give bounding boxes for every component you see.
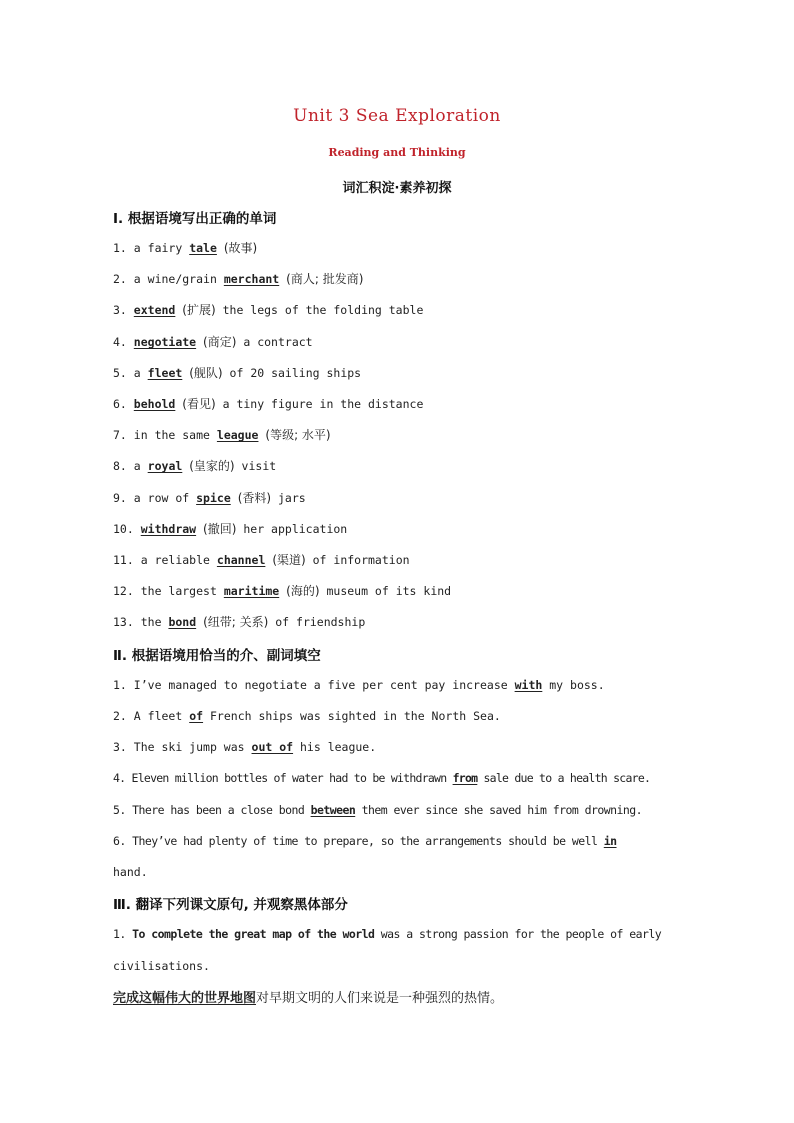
- vocab-item: [113, 490, 688, 506]
- lesson-subtitle: Reading and Thinking: [328, 146, 466, 159]
- item-gloss: (香料): [237, 491, 272, 505]
- item-number: 1.: [113, 241, 127, 255]
- section1-heading: Ⅰ. 根据语境写出正确的单词: [113, 211, 277, 227]
- vocab-item: [113, 614, 688, 630]
- section3-translation: [113, 987, 503, 1006]
- translation-bold-part: 完成这幅伟大的世界地图: [113, 991, 257, 1006]
- item-answer: from: [452, 771, 478, 785]
- item-gloss: (商人; 批发商): [286, 272, 364, 286]
- item-number: 11.: [113, 553, 134, 567]
- fill-blank-item: [113, 677, 688, 693]
- item-prefix: a: [133, 366, 141, 380]
- item-answer: bond: [168, 615, 197, 629]
- item-number: 3.: [113, 303, 127, 317]
- section3-sentence: [113, 926, 688, 942]
- item-answer: negotiate: [133, 335, 197, 349]
- item-suffix: sale due to a health scare.: [483, 771, 651, 785]
- vocab-item: [113, 521, 688, 537]
- fill-blank-item: [113, 770, 688, 786]
- item-prefix: a row of: [133, 491, 190, 505]
- item-gloss: (商定): [203, 335, 237, 349]
- item-number: 13.: [113, 615, 134, 629]
- item-suffix: of information: [312, 553, 410, 567]
- vocab-item: [113, 552, 688, 568]
- sentence-bold-part: To complete the great map of the world: [132, 927, 375, 941]
- item-gloss: (纽带; 关系): [203, 615, 269, 629]
- item-prefix: a fairy: [133, 241, 183, 255]
- vocab-item: [113, 240, 688, 256]
- item-prefix: I’ve managed to negotiate a five per cent pay increase: [133, 678, 508, 692]
- item-suffix: her application: [243, 522, 348, 536]
- item-answer: royal: [147, 459, 183, 473]
- vocab-item: [113, 365, 688, 381]
- item-number: 10.: [113, 522, 134, 536]
- item-answer: merchant: [223, 272, 280, 286]
- item-suffix: my boss.: [549, 678, 605, 692]
- item-suffix: jars: [278, 491, 306, 505]
- item-suffix: a tiny figure in the distance: [222, 397, 424, 411]
- item-prefix: in the same: [133, 428, 210, 442]
- item-gloss: (扩展): [182, 303, 216, 317]
- item-answer: withdraw: [140, 522, 197, 536]
- item-suffix: of 20 sailing ships: [229, 366, 362, 380]
- item-suffix: them ever since she saved him from drowning.: [361, 803, 643, 817]
- fill-blank-item: [113, 708, 688, 724]
- item-number: 9.: [113, 491, 127, 505]
- item-answer: tale: [189, 241, 217, 255]
- item-suffix: of friendship: [275, 615, 366, 629]
- item-answer: fleet: [147, 366, 183, 380]
- item-suffix: museum of its kind: [326, 584, 452, 598]
- item-answer: of: [189, 709, 204, 723]
- item-number: 5.: [113, 803, 126, 817]
- item-number: 7.: [113, 428, 127, 442]
- item-gloss: (渠道): [272, 553, 306, 567]
- unit-title: Unit 3 Sea Exploration: [293, 106, 501, 126]
- fill-blank-item: [113, 802, 688, 818]
- item-answer: between: [310, 803, 356, 817]
- item-prefix: Eleven million bottles of water had to be withdrawn: [131, 771, 447, 785]
- item-gloss: (舰队): [189, 366, 223, 380]
- item-prefix: A fleet: [133, 709, 183, 723]
- item-prefix: the largest: [140, 584, 217, 598]
- item-number: 12.: [113, 584, 134, 598]
- item-answer: spice: [196, 491, 231, 505]
- vocab-item: [113, 458, 688, 474]
- item-gloss: (撤回): [203, 522, 237, 536]
- item-gloss: (等级; 水平): [265, 428, 331, 442]
- item-answer: maritime: [223, 584, 280, 598]
- item-prefix: They’ve had plenty of time to prepare, so the arrangements should be well: [132, 834, 598, 848]
- sentence-number: 1.: [113, 927, 126, 941]
- item-suffix: visit: [241, 459, 277, 473]
- item-number: 5.: [113, 366, 127, 380]
- item-prefix: a wine/grain: [133, 272, 217, 286]
- item-number: 1.: [113, 678, 127, 692]
- item-answer: out of: [251, 740, 294, 754]
- vocab-item: [113, 302, 688, 318]
- fill-blank-item: [113, 739, 688, 755]
- translation-rest: 对早期文明的人们来说是一种强烈的热情。: [256, 991, 504, 1006]
- item-suffix: a contract: [243, 335, 313, 349]
- item-prefix: There has been a close bond: [132, 803, 305, 817]
- vocab-item: [113, 583, 688, 599]
- section-header: 词汇积淀·素养初探: [342, 181, 452, 196]
- item-number: 8.: [113, 459, 127, 473]
- item-number: 2.: [113, 272, 127, 286]
- item-answer: extend: [133, 303, 176, 317]
- item-answer: league: [216, 428, 259, 442]
- vocab-item: [113, 334, 688, 350]
- item-number: 2.: [113, 709, 127, 723]
- item-number: 6.: [113, 397, 127, 411]
- item-number: 6.: [113, 834, 126, 848]
- item-answer: in: [603, 834, 617, 848]
- item-suffix: French ships was sighted in the North Sea.: [210, 709, 501, 723]
- item-prefix: the: [140, 615, 162, 629]
- section2-heading: Ⅱ. 根据语境用恰当的介、副词填空: [113, 648, 321, 664]
- item-prefix: a reliable: [140, 553, 210, 567]
- item-gloss: (海的): [286, 584, 320, 598]
- item-prefix: The ski jump was: [133, 740, 245, 754]
- item-number: 4.: [113, 335, 127, 349]
- item-suffix: his league.: [300, 740, 377, 754]
- item-number: 4.: [113, 771, 126, 785]
- item-gloss: (故事): [223, 241, 258, 255]
- section3-sentence-cont: civilisations.: [113, 959, 210, 973]
- vocab-item: [113, 427, 688, 443]
- item-answer: channel: [216, 553, 266, 567]
- item-answer: with: [514, 678, 543, 692]
- item-answer: behold: [133, 397, 176, 411]
- item-gloss: (看见): [182, 397, 216, 411]
- fill-blank-item-cont: hand.: [113, 865, 148, 879]
- fill-blank-item: [113, 833, 688, 849]
- vocab-item: [113, 396, 688, 412]
- item-gloss: (皇家的): [189, 459, 235, 473]
- item-suffix: the legs of the folding table: [222, 303, 424, 317]
- section3-heading: Ⅲ. 翻译下列课文原句, 并观察黑体部分: [113, 897, 348, 913]
- item-number: 3.: [113, 740, 127, 754]
- sentence-rest: was a strong passion for the people of early: [380, 927, 662, 941]
- vocab-item: [113, 271, 688, 287]
- item-prefix: a: [133, 459, 141, 473]
